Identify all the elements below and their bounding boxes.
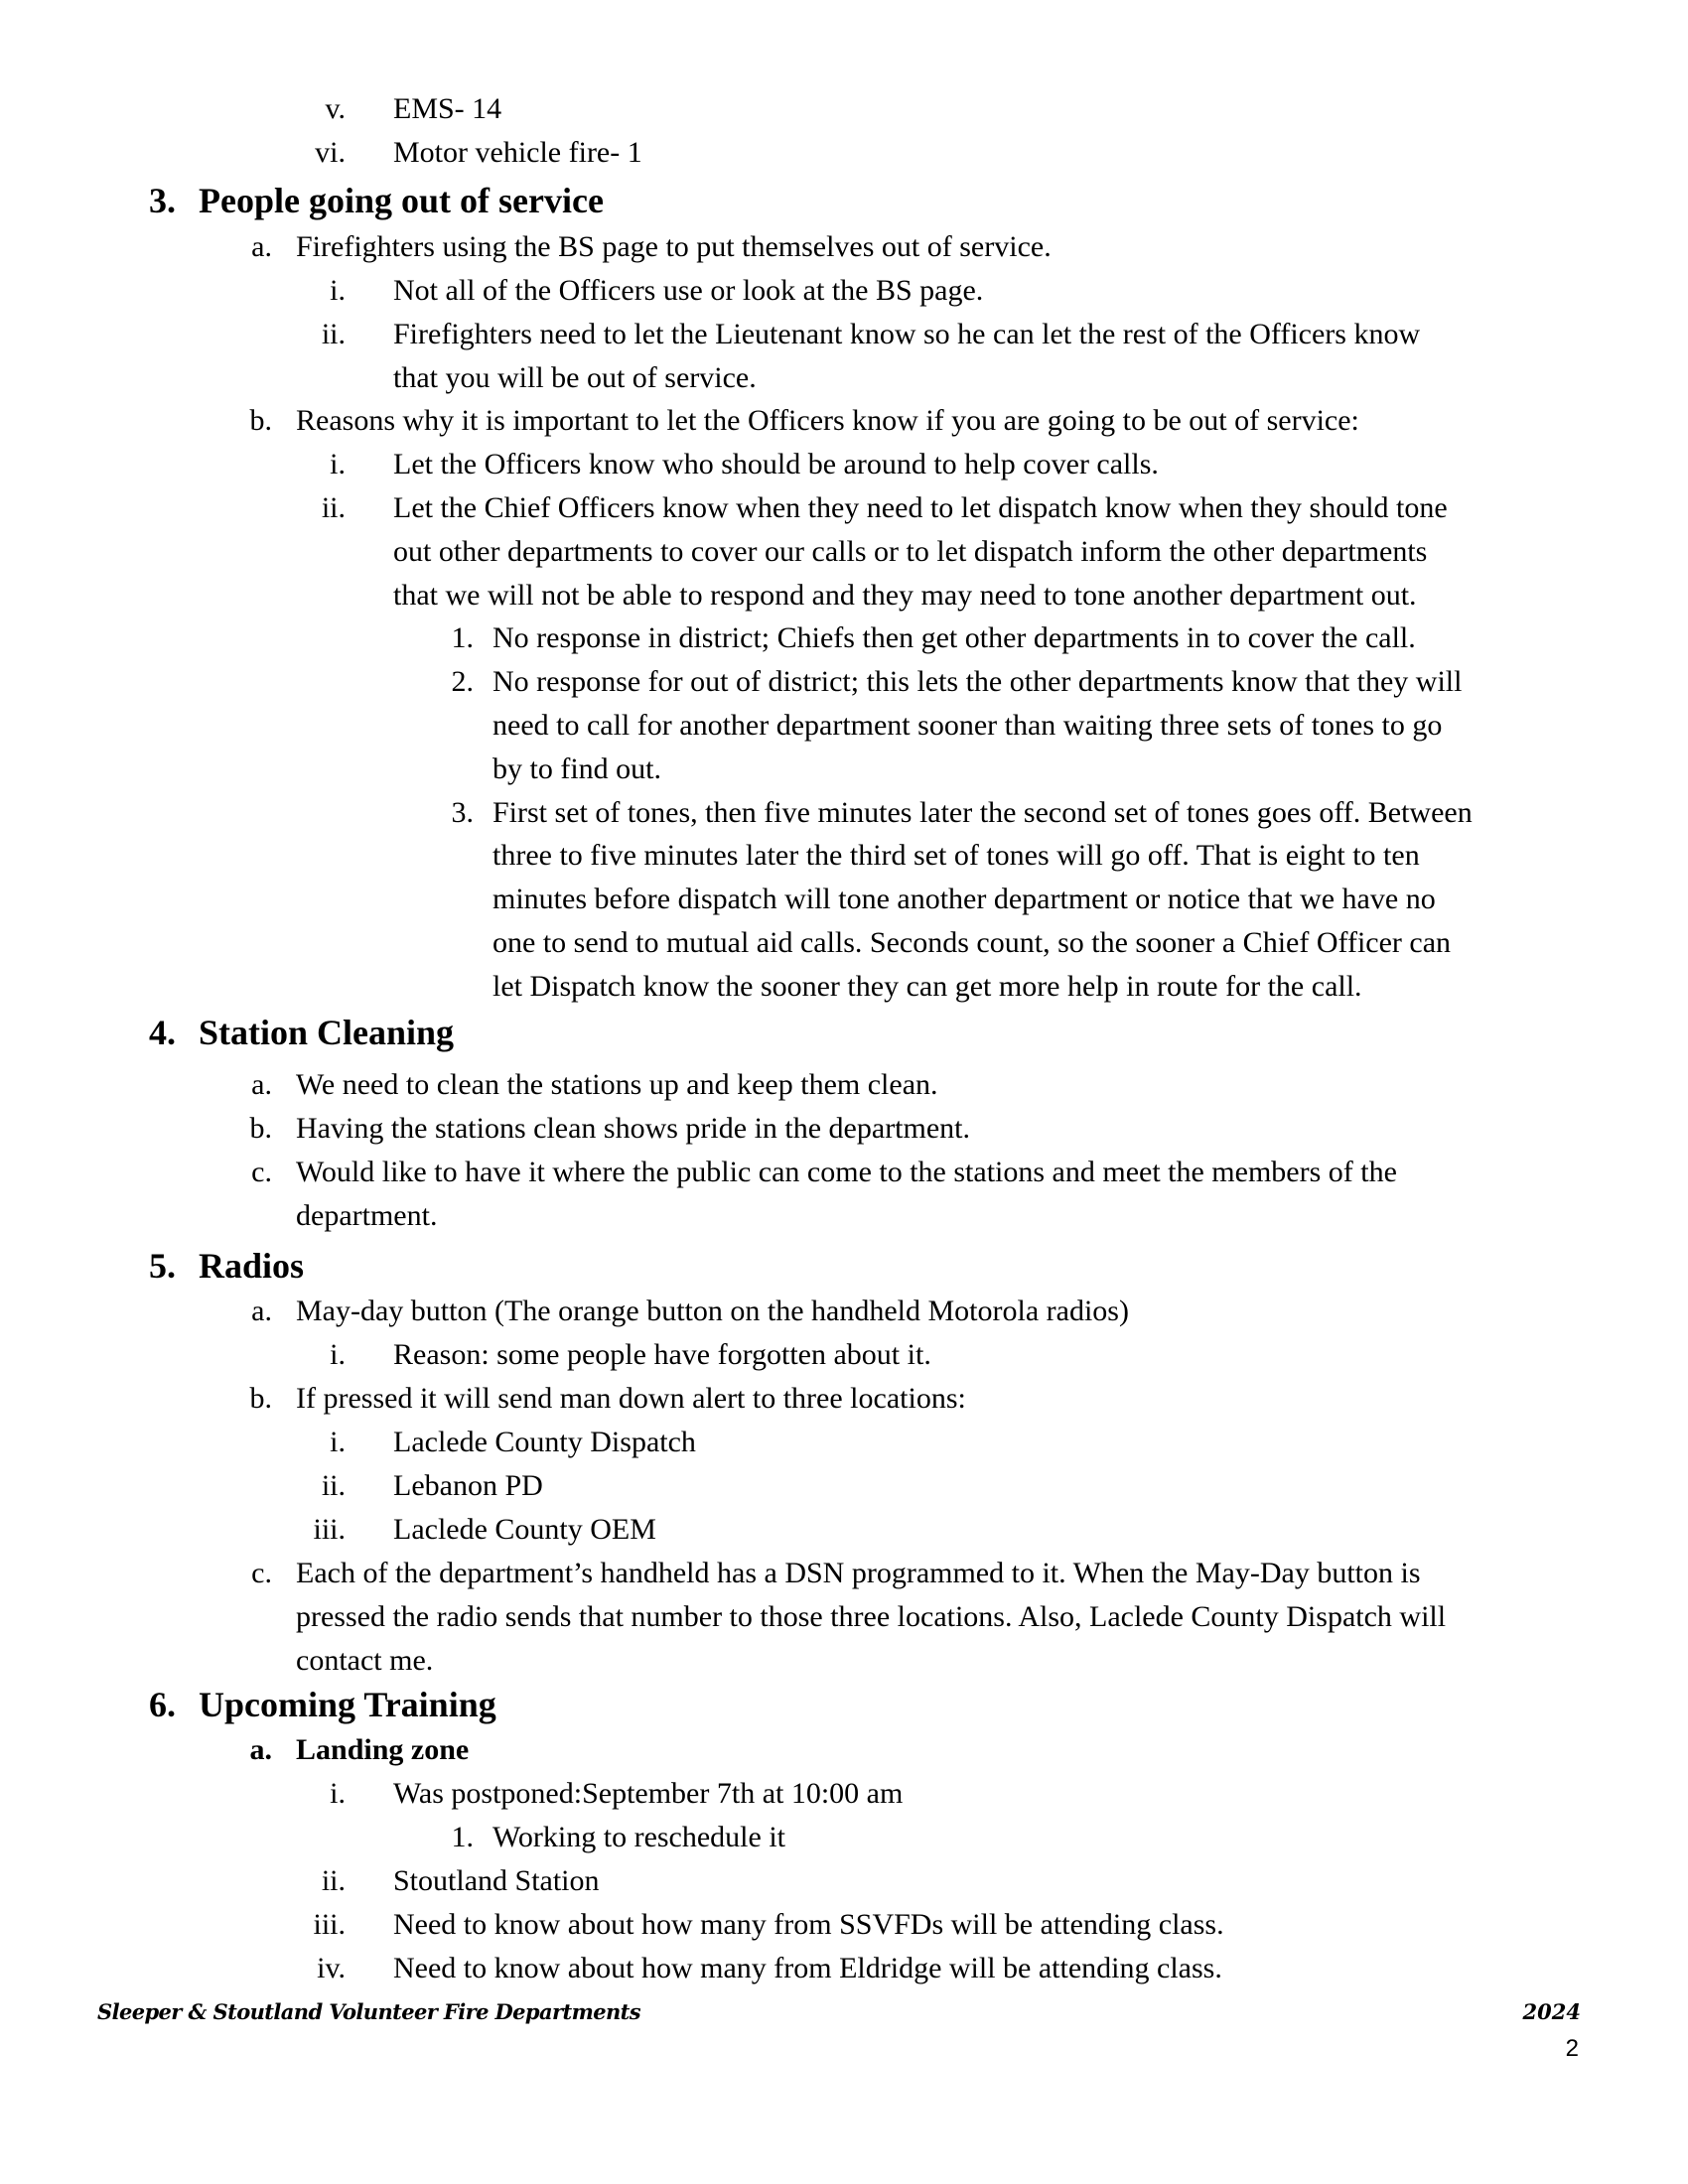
sub-list-item-marker: ii.	[321, 1864, 346, 1897]
sub-list-item-marker: i.	[330, 274, 346, 307]
sub-list-item-text: Laclede County Dispatch	[393, 1426, 696, 1458]
sub-list-item-text: Firefighters need to let the Lieutenant know so he can let the rest of the Officers know	[393, 318, 1421, 350]
list-item-text: Landing zone	[296, 1733, 470, 1766]
sub-list-item-text: Need to know about how many from Eldridge will be attending class.	[393, 1952, 1222, 1984]
sub-list-item-text: Lebanon PD	[393, 1469, 543, 1502]
nested-list-item-marker: 1.	[451, 621, 474, 654]
list-item-marker: vi.	[315, 136, 346, 169]
list-item-text: contact me.	[296, 1644, 434, 1677]
section-heading: Station Cleaning	[199, 1013, 455, 1052]
list-item-marker: c.	[251, 1557, 272, 1589]
sub-list-item-text: Laclede County OEM	[393, 1513, 656, 1546]
sub-list-item-marker: ii.	[321, 1469, 346, 1502]
nested-list-item-marker: 2.	[451, 665, 474, 698]
list-item-marker: a.	[251, 1068, 272, 1101]
sub-list-item-text: that we will not be able to respond and they may need to tone another department out.	[393, 579, 1417, 612]
sub-list-item-marker: iii.	[313, 1908, 346, 1941]
footer-organization: Sleeper & Stoutland Volunteer Fire Departments	[97, 1999, 640, 2024]
list-item-marker: b.	[249, 1112, 272, 1145]
sub-list-item-marker: i.	[330, 448, 346, 480]
sub-list-item-text: Let the Officers know who should be around to help cover calls.	[393, 448, 1159, 480]
list-item-text: May-day button (The orange button on the handheld Motorola radios)	[296, 1295, 1129, 1327]
section-heading: People going out of service	[199, 181, 604, 220]
page-number: 2	[1565, 2035, 1579, 2062]
sub-list-item-text: Stoutland Station	[393, 1864, 600, 1897]
nested-list-item-text: three to five minutes later the third set of tones will go off. That is eight to ten	[492, 839, 1420, 872]
list-item-text: If pressed it will send man down alert to three locations:	[296, 1382, 966, 1415]
list-item-text: Would like to have it where the public can come to the stations and meet the members of the	[296, 1156, 1397, 1188]
section-number: 5.	[149, 1246, 176, 1286]
section-number: 6.	[149, 1685, 176, 1724]
list-item-text: department.	[296, 1199, 438, 1232]
sub-list-item-text: Need to know about how many from SSVFDs will be attending class.	[393, 1908, 1224, 1941]
nested-list-item-marker: 3.	[451, 796, 474, 829]
list-item-marker: v.	[325, 92, 346, 125]
nested-list-item-text: Working to reschedule it	[492, 1821, 786, 1853]
footer-year: 2024	[1522, 1999, 1581, 2024]
nested-list-item-text: one to send to mutual aid calls. Seconds count, so the sooner a Chief Officer can	[492, 926, 1452, 959]
nested-list-item-text: First set of tones, then five minutes later the second set of tones goes off. Between	[492, 796, 1473, 829]
sub-list-item-marker: iii.	[313, 1513, 346, 1546]
nested-list-item-marker: 1.	[451, 1821, 474, 1853]
section-number: 3.	[149, 181, 176, 220]
section-heading: Radios	[199, 1246, 305, 1286]
list-item-marker: a.	[251, 230, 272, 263]
section-number: 4.	[149, 1013, 176, 1052]
nested-list-item-text: No response in district; Chiefs then get other departments in to cover the call.	[492, 621, 1416, 654]
list-item-text: Motor vehicle fire- 1	[393, 136, 642, 169]
list-item-text: Firefighters using the BS page to put themselves out of service.	[296, 230, 1052, 263]
sub-list-item-marker: i.	[330, 1338, 346, 1371]
sub-list-item-text: Not all of the Officers use or look at the BS page.	[393, 274, 984, 307]
list-item-text: Each of the department’s handheld has a DSN programmed to it. When the May-Day button is	[296, 1557, 1421, 1589]
sub-list-item-marker: iv.	[317, 1952, 346, 1984]
sub-list-item-text: out other departments to cover our calls or to let dispatch inform the other departments	[393, 535, 1428, 568]
sub-list-item-text: that you will be out of service.	[393, 361, 757, 394]
section-heading: Upcoming Training	[199, 1685, 496, 1724]
sub-list-item-marker: i.	[330, 1426, 346, 1458]
list-item-text: EMS- 14	[393, 92, 502, 125]
nested-list-item-text: by to find out.	[492, 752, 661, 785]
sub-list-item-marker: i.	[330, 1777, 346, 1810]
sub-list-item-text: Reason: some people have forgotten about it.	[393, 1338, 931, 1371]
list-item-text: We need to clean the stations up and keep them clean.	[296, 1068, 938, 1101]
list-item-marker: b.	[249, 404, 272, 437]
list-item-text: Reasons why it is important to let the Officers know if you are going to be out of service:	[296, 404, 1359, 437]
nested-list-item-text: minutes before dispatch will tone another department or notice that we have no	[492, 883, 1436, 915]
sub-list-item-text: Was postponed:September 7th at 10:00 am	[393, 1777, 904, 1810]
sub-list-item-text: Let the Chief Officers know when they need to let dispatch know when they should tone	[393, 491, 1448, 524]
sub-list-item-marker: ii.	[321, 491, 346, 524]
list-item-text: Having the stations clean shows pride in the department.	[296, 1112, 970, 1145]
sub-list-item-marker: ii.	[321, 318, 346, 350]
list-item-text: pressed the radio sends that number to those three locations. Also, Laclede County Dispatch will	[296, 1600, 1447, 1633]
list-item-marker: a.	[251, 1295, 272, 1327]
list-item-marker: b.	[249, 1382, 272, 1415]
list-item-marker: c.	[251, 1156, 272, 1188]
nested-list-item-text: need to call for another department sooner than waiting three sets of tones to go	[492, 709, 1443, 742]
list-item-marker: a.	[249, 1733, 272, 1766]
nested-list-item-text: No response for out of district; this lets the other departments know that they will	[492, 665, 1463, 698]
nested-list-item-text: let Dispatch know the sooner they can get more help in route for the call.	[492, 970, 1362, 1003]
